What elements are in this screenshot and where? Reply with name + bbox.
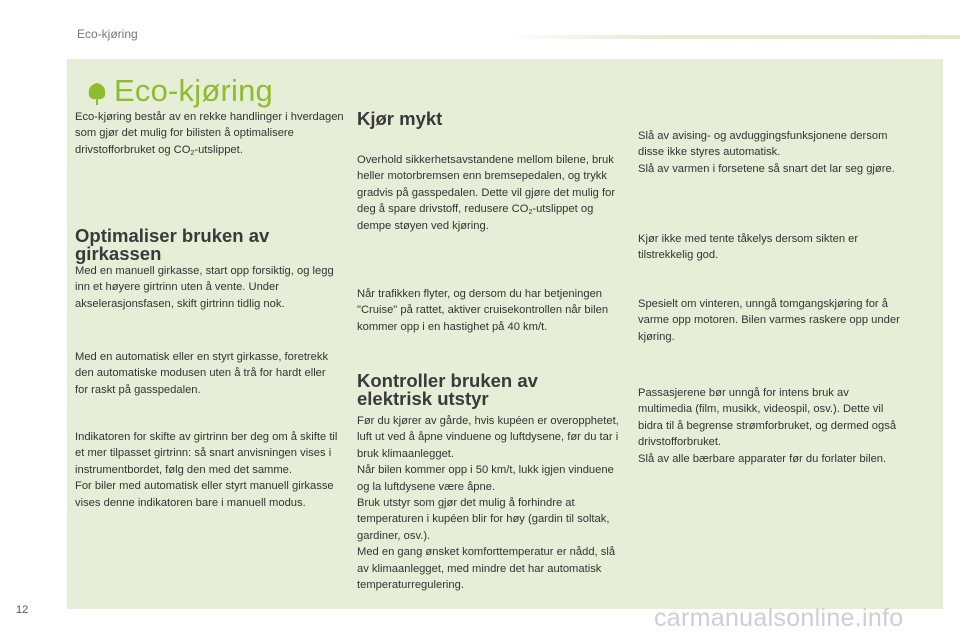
right-paragraph-1: [638, 128, 902, 177]
watermark: carmanualsonline.info: [654, 604, 904, 632]
smooth-paragraph-2: Når trafikken flyter, og dersom du har betjeningen "Cruise" på rattet, aktiver cruisekontrollen når bilen kommer opp i en hastighet på 40 km/t.: [357, 288, 609, 333]
gearbox-indicator-note: For biler med automatisk eller styrt manuell girkasse vises denne indikatoren bare i manuell modus.: [75, 480, 334, 509]
intro-subscript: 2: [190, 149, 195, 157]
gearbox-paragraph-3: [75, 429, 343, 511]
electric-line-2: Når bilen kommer opp i 50 km/t, lukk igjen vinduene og la luftdysene være åpne.: [357, 464, 614, 493]
devices-text: Slå av alle bærbare apparater før du forlater bilen.: [638, 452, 887, 465]
intro-text: Eco-kjøring består av en rekke handlinger i hverdagen som gjør det mulig for bilisten å optimalisere drivstofforbruket og CO: [75, 111, 344, 156]
right-paragraph-3: Spesielt om vinteren, unngå tomgangskjøring for å varme opp motoren. Bilen varmes raskere opp under kjøring.: [638, 298, 900, 343]
seat-heating-text: Slå av varmen i forsetene så snart det lar seg gjøre.: [638, 162, 895, 175]
section-header: Eco-kjøring: [77, 27, 138, 41]
smooth-heading: Kjør mykt: [357, 108, 443, 129]
right-paragraph-2: Kjør ikke med tente tåkelys dersom sikten er tilstrekkelig god.: [638, 233, 859, 262]
electric-line-4: Med en gang ønsket komforttemperatur er nådd, slå av klimaanlegget, med mindre det har automatisk temperaturregulering.: [357, 546, 616, 592]
leaf-icon: [86, 82, 108, 106]
gearbox-heading: Optimaliser bruken av girkassen: [75, 225, 270, 264]
smooth-text-end: -utslippet og dempe støyen ved kjøring.: [357, 203, 594, 232]
intro-paragraph: [75, 109, 345, 158]
electric-paragraph: [357, 413, 625, 593]
multimedia-text: Passasjerene bør unngå for intens bruk av multimedia (film, musikk, videospil, osv.). Dette vil bidra til å begrense strømforbruket, og dermed også drivstofforbruket.: [638, 387, 897, 449]
header-rule: [505, 35, 960, 39]
electric-line-3: Bruk utstyr som gjør det mulig å forhindre at temperaturen i kupéen blir for høy (gardin til soltak, gardiner, osv.).: [357, 497, 610, 542]
electric-line-1: Før du kjører av gårde, hvis kupéen er overopphetet, luft ut ved å åpne vinduene og luftdysene, før du tar i bruk klimaanlegget.: [357, 415, 619, 460]
intro-text-end: -utslippet.: [194, 143, 243, 156]
electric-heading: Kontroller bruken av elektrisk utstyr: [357, 370, 538, 409]
defrost-text: Slå av avising- og avduggingsfunksjonene dersom disse ikke styres automatisk.: [638, 130, 888, 159]
smooth-paragraph-1: [357, 152, 625, 234]
smooth-subscript: 2: [528, 209, 533, 217]
smooth-text: Overhold sikkerhetsavstandene mellom bilene, bruk heller motorbremsen enn bremsepedalen, og trykk gradvis på gasspedalen. Dette vil gjøre det mulig for deg å spare drivstoff, redusere CO: [357, 154, 616, 216]
right-paragraph-4: [638, 385, 902, 467]
gearbox-indicator-text: Indikatoren for skifte av girtrinn ber deg om å skifte til et mer tilpasset girtrinn: så snart anvisningen vises i instrumentbordet, følg den med det samme.: [75, 431, 338, 476]
gearbox-paragraph-2: Med en automatisk eller en styrt girkasse, foretrekk den automatiske modusen uten å trå for hardt eller for raskt på gasspedalen.: [75, 351, 329, 396]
page-number: 12: [16, 604, 29, 616]
gearbox-paragraph-1: Med en manuell girkasse, start opp forsiktig, og legg inn et høyere girtrinn uten å vente. Under akselerasjonsfasen, skift girtrinn tidlig nok.: [75, 265, 334, 310]
page-title: Eco-kjøring: [114, 73, 273, 108]
